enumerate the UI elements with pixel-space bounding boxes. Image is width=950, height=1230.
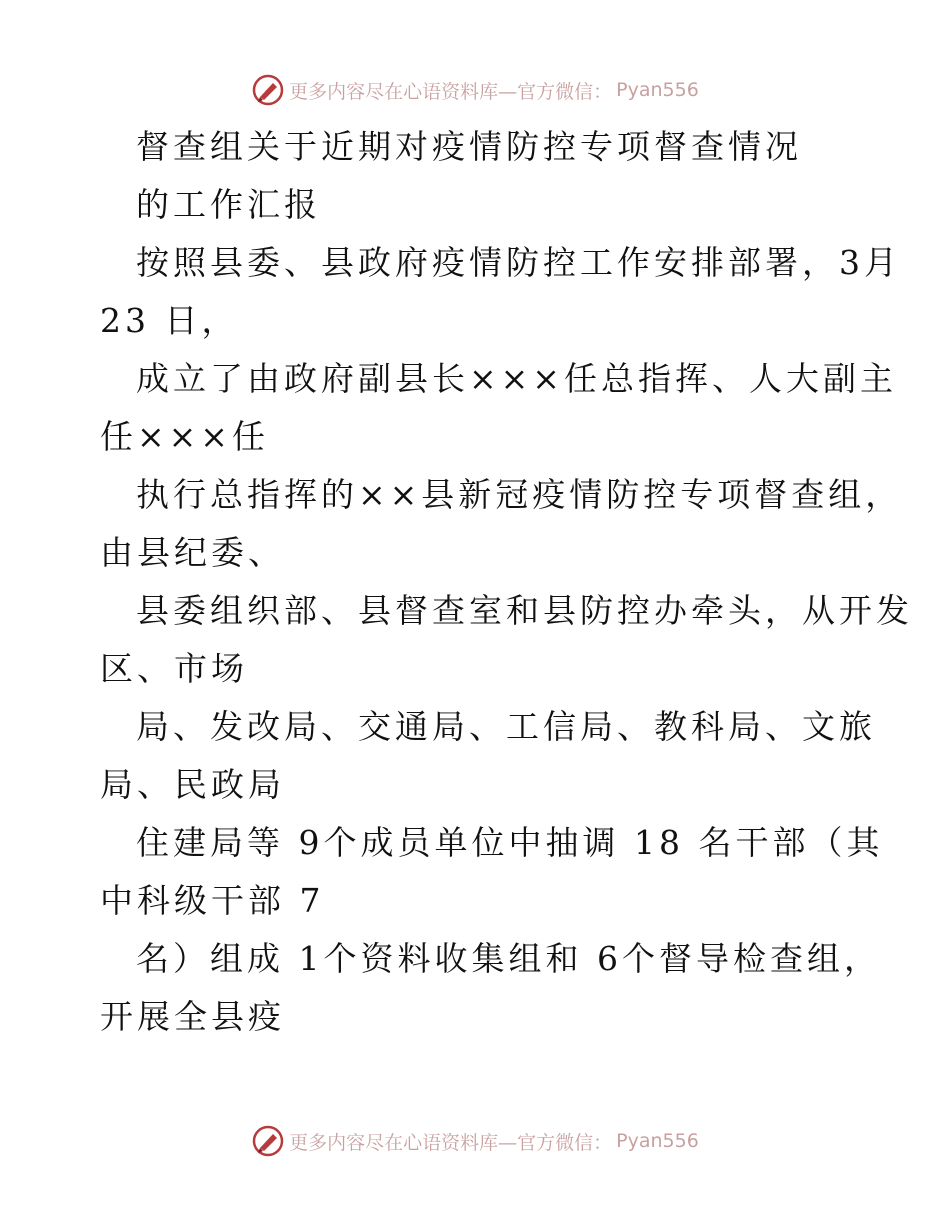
pen-logo-icon: [251, 73, 285, 107]
text-line: 成立了由政府副县长×××任总指挥、人大副主: [136, 359, 897, 398]
text-line: 县委组织部、县督查室和县防控办牵头，从开发: [136, 591, 913, 630]
pen-logo-icon: [251, 1124, 285, 1158]
text-line: 名）组成 1个资料收集组和 6个督导检查组，: [136, 939, 881, 978]
text-line: 督查组关于近期对疫情防控专项督查情况: [136, 127, 802, 166]
text-line: 开展全县疫: [100, 997, 285, 1036]
text-line: 执行总指挥的××县新冠疫情防控专项督查组，: [136, 475, 903, 514]
text-line: 的工作汇报: [136, 185, 321, 224]
text-line: 住建局等 9个成员单位中抽调 18 名干部（其: [136, 823, 884, 862]
text-line: 任×××任: [100, 417, 269, 456]
text-line: 局、发改局、交通局、工信局、教科局、文旅: [136, 707, 876, 746]
text-line: 中科级干部 7: [100, 881, 325, 920]
watermark-wechat-id: Pyan556: [616, 79, 699, 101]
text-line: 23 日，: [100, 301, 239, 340]
watermark-text: 更多内容尽在心语资料库—官方微信：: [289, 80, 613, 103]
header-watermark: [0, 70, 950, 110]
watermark-wechat-id: Pyan556: [616, 1130, 699, 1152]
text-line: 按照县委、县政府疫情防控工作安排部署，3月: [136, 243, 901, 282]
text-line: 局、民政局: [100, 765, 285, 804]
footer-watermark: [0, 1121, 950, 1161]
text-line: 由县纪委、: [100, 533, 285, 572]
document-body: [100, 118, 913, 1046]
watermark-text: 更多内容尽在心语资料库—官方微信：: [289, 1131, 613, 1154]
text-line: 区、市场: [100, 649, 248, 688]
